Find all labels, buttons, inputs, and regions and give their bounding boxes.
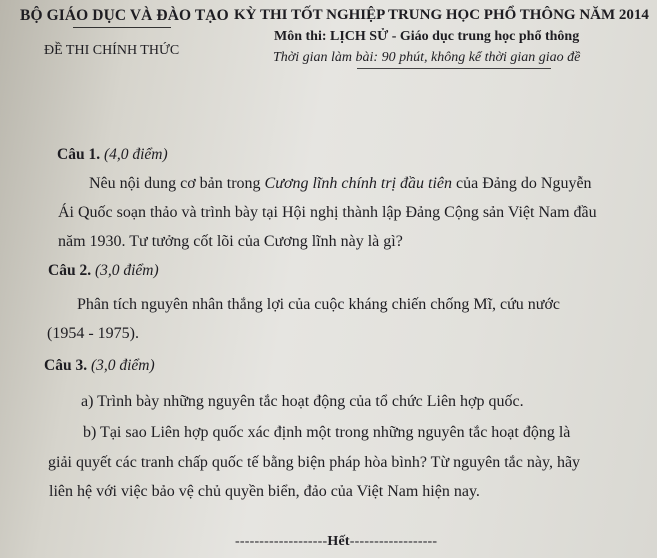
question-1-line-3: năm 1930. Tư tưởng cốt lõi của Cương lĩnh này là gì? [58, 233, 403, 250]
exam-subject: Môn thi: LỊCH SỬ - Giáo dục trung học phổ thông [274, 29, 580, 44]
ministry-name: BỘ GIÁO DỤC VÀ ĐÀO TẠO [20, 7, 229, 24]
question-1-label: Câu 1. [57, 146, 101, 163]
q1-line1-italic: Cương lĩnh chính trị đầu tiên [264, 175, 453, 192]
exam-time-underline [357, 68, 551, 69]
question-3-part-b-line-2: giải quyết các tranh chấp quốc tế bằng biện pháp hòa bình? Từ nguyên tắc này, hãy [48, 454, 581, 471]
question-3-part-b-line-3: liên hệ với việc bảo vệ chủ quyền biển, đảo của Việt Nam hiện nay. [49, 483, 480, 500]
question-3-points: (3,0 điểm) [90, 357, 155, 374]
question-2-heading [48, 262, 159, 280]
ministry-underline [73, 27, 171, 28]
question-3-part-b-line-1: b) Tại sao Liên hợp quốc xác định một trong những nguyên tắc hoạt động là [83, 424, 571, 441]
question-1-line-1 [89, 175, 592, 193]
question-1-points: (4,0 điểm) [103, 146, 168, 163]
question-2-line-2: (1954 - 1975). [47, 325, 139, 342]
end-word: Hết [327, 534, 350, 549]
end-dashes-right: ------------------ [349, 534, 438, 549]
question-3-part-a: a) Trình bày những nguyên tắc hoạt động của tổ chức Liên hợp quốc. [81, 393, 524, 410]
exam-time-prefix: Thời gian làm bài: [273, 50, 382, 65]
q1-line1-pre: Nêu nội dung cơ bản trong [89, 175, 265, 192]
question-3-heading [44, 357, 155, 375]
question-2-points: (3,0 điểm) [94, 262, 159, 279]
end-dashes-left: ------------------- [235, 534, 328, 549]
exam-title: KỲ THI TỐT NGHIỆP TRUNG HỌC PHỔ THÔNG NĂM 2014 [234, 7, 649, 23]
exam-time [273, 50, 580, 66]
question-2-label: Câu 2. [48, 262, 92, 279]
question-1-heading [57, 146, 168, 164]
exam-time-main: 90 phút, không kể thời gian giao đề [381, 50, 581, 65]
question-3-label: Câu 3. [44, 357, 88, 374]
q1-line1-post: của Đảng do Nguyễn [452, 175, 592, 192]
exam-type: ĐỀ THI CHÍNH THỨC [44, 43, 180, 58]
end-marker [235, 534, 437, 550]
question-2-line-1: Phân tích nguyên nhân thắng lợi của cuộc kháng chiến chống Mĩ, cứu nước [77, 296, 561, 313]
question-1-line-2: Ái Quốc soạn thảo và trình bày tại Hội nghị thành lập Đảng Cộng sản Việt Nam đầu [58, 204, 597, 221]
